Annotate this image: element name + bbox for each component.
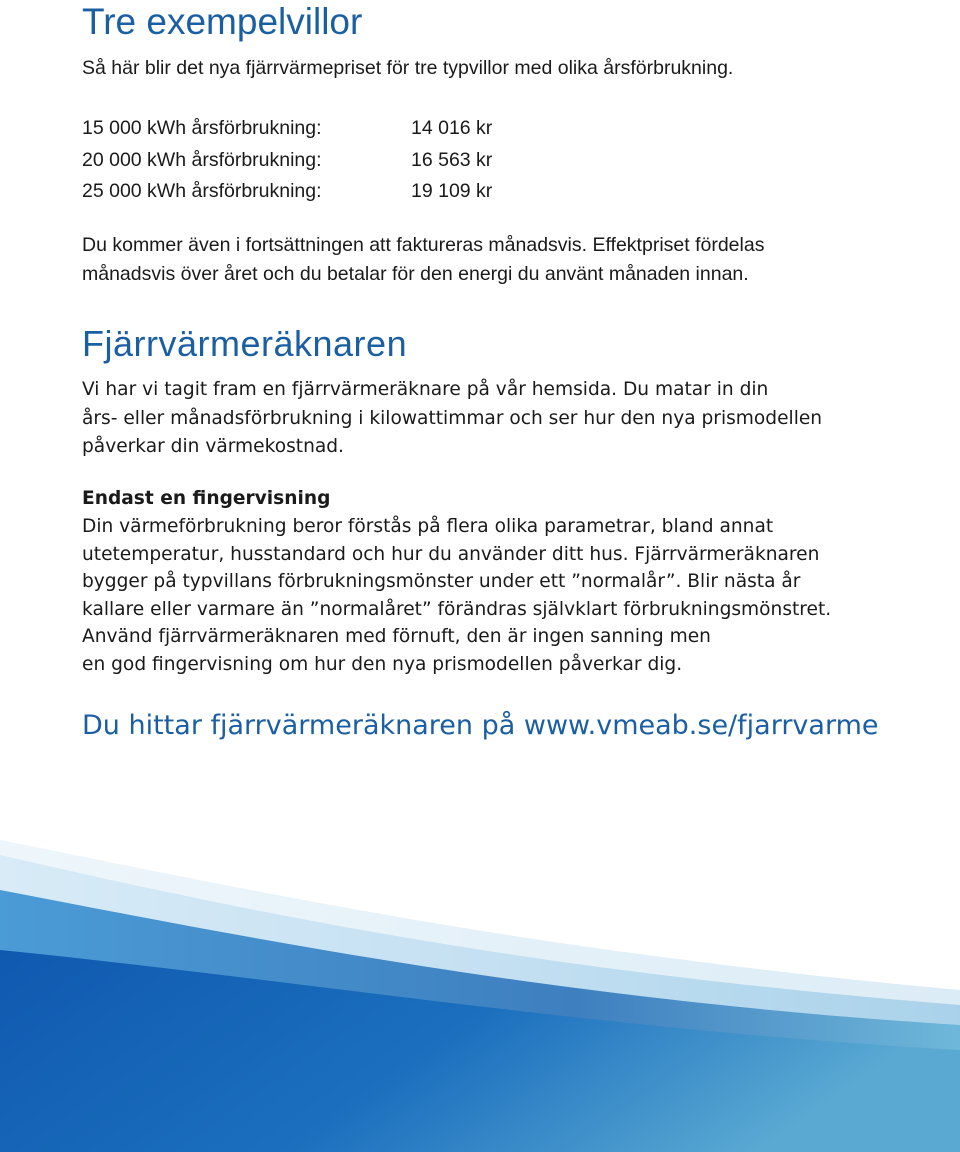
calculator-line: Vi har vi tagit fram en fjärrvärmeräknare på vår hemsida. Du matar in din (82, 379, 769, 400)
calculator-line: påverkar din värmekostnad. (82, 436, 344, 457)
intro-text: Så här blir det nya fjärrvärmepriset för tre typvillor med olika årsförbrukning. (82, 57, 734, 79)
billing-paragraph (82, 231, 942, 288)
billing-line: månadsvis över året och du betalar för den energi du använt månaden innan. (82, 262, 749, 285)
hint-line: utetemperatur, husstandard och hur du använder ditt hus. Fjärrvärmeräknaren (82, 543, 820, 565)
billing-line: Du kommer även i fortsättningen att faktureras månadsvis. Effektpriset fördelas (82, 234, 765, 256)
website-link-line: Du hittar fjärrvärmeräknaren på www.vmeab.se/fjarrvarme (82, 710, 879, 741)
hint-line: bygger på typvillans förbrukningsmönster under ett ”normalår”. Blir nästa år (82, 571, 801, 592)
page-title: Tre exempelvillor (82, 1, 363, 42)
hint-heading: Endast en fingervisning (82, 488, 331, 509)
hint-paragraph (82, 513, 831, 678)
calculator-paragraph (82, 376, 822, 462)
example-value: 19 109 kr (411, 180, 493, 202)
example-label: 25 000 kWh årsförbrukning: (82, 180, 322, 202)
hint-line: kallare eller varmare än ”normalåret” förändras självklart förbrukningsmönstret. (82, 598, 832, 620)
example-row (82, 113, 492, 145)
decorative-wave-banner (0, 800, 960, 1152)
example-value: 16 563 kr (411, 148, 493, 171)
calculator-line: års- eller månadsförbrukning i kilowattimmar och ser hur den nya prismodellen (82, 407, 823, 429)
calculator-heading: Fjärrvärmeräknaren (82, 323, 408, 364)
example-row (82, 145, 492, 177)
example-value: 14 016 kr (411, 117, 493, 139)
example-row (82, 176, 492, 208)
hint-line: Använd fjärrvärmeräknaren med förnuft, den är ingen sanning men (82, 626, 711, 647)
example-label: 20 000 kWh årsförbrukning: (82, 148, 322, 171)
example-list (82, 113, 492, 208)
example-label: 15 000 kWh årsförbrukning: (82, 117, 322, 139)
hint-line: Din värmeförbrukning beror förstås på flera olika parametrar, bland annat (82, 516, 774, 537)
hint-line: en god fingervisning om hur den nya prismodellen påverkar dig. (82, 653, 683, 675)
